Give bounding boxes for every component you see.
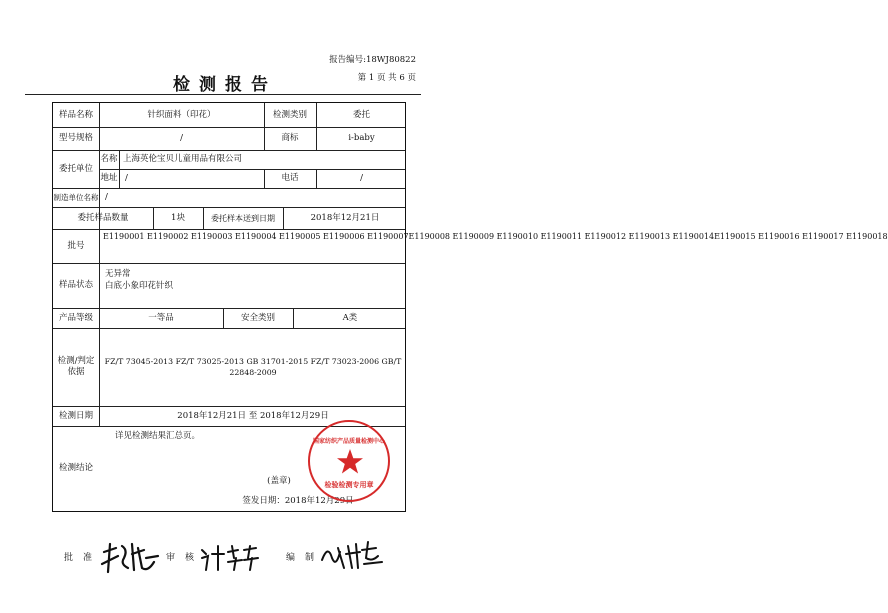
safety-value: A类 — [342, 312, 358, 323]
reviewer-signature-icon — [198, 542, 264, 574]
batch-list — [103, 229, 888, 266]
test-type-value: 委托 — [352, 109, 370, 120]
official-stamp — [308, 420, 390, 502]
col-rule — [119, 150, 120, 188]
conclusion-label: 检测结论 — [58, 463, 93, 473]
test-date-value: 2018年12月21日 至 2018年12月29日 — [177, 410, 329, 421]
sample-qty-value: 1块 — [171, 212, 185, 223]
batch-line: E1190008 E1190009 E1190010 E1190011 E1190012 E1190013 E1190014 — [408, 232, 715, 241]
client-name-label: 名称 — [100, 154, 118, 164]
model-label: 型号规格 — [58, 133, 93, 143]
stamp-bottom-text: 检验检测专用章 — [324, 480, 374, 489]
approve-label: 批准 — [64, 553, 103, 563]
sample-qty-label: 委托样品数量 — [77, 212, 129, 223]
seal-note: (盖章) — [267, 475, 291, 486]
basis-label: 检测/判定依据 — [57, 356, 95, 377]
report-title: 检测报告 — [173, 75, 277, 95]
report-number: 报告编号:18WJ80822 — [329, 55, 416, 65]
test-date-label: 检测日期 — [58, 410, 93, 421]
phone-value: / — [360, 173, 363, 183]
state-label: 样品状态 — [58, 280, 93, 290]
manufacturer-label: 制造单位名称 — [53, 193, 99, 202]
safety-label: 安全类别 — [240, 312, 275, 323]
batch-label: 批号 — [67, 240, 85, 251]
client-address-label: 地址 — [100, 173, 118, 183]
batch-line: E1190001 E1190002 E1190003 E1190004 E1190005 E1190006 E1190007 — [103, 232, 409, 241]
client-name-value: 上海英伦宝贝儿童用品有限公司 — [123, 154, 243, 164]
conclusion-text: 详见检测结果汇总页。 — [115, 430, 201, 441]
issue-date: 签发日期：2018年12月29日 — [242, 495, 354, 506]
client-address-value: / — [125, 173, 128, 183]
stamp-top-text: 国家纺织产品质量检测中心 — [312, 438, 385, 445]
brand-label: 商标 — [281, 133, 299, 143]
edit-label: 编制 — [286, 553, 325, 563]
phone-label: 电话 — [281, 173, 299, 183]
editor-signature-icon — [318, 538, 390, 574]
review-label: 审核 — [166, 553, 205, 563]
manufacturer-value: / — [105, 192, 108, 202]
test-type-label: 检测类别 — [272, 109, 307, 120]
state-line-1: 无异常 — [105, 268, 131, 279]
page-indicator: 第 1 页 共 6 页 — [357, 73, 416, 83]
sample-name-label: 样品名称 — [58, 109, 93, 120]
grade-value: 一等品 — [148, 312, 174, 323]
basis-value: FZ/T 73045-2013 FZ/T 73025-2013 GB 31701-2015 FZ/T 73023-2006 GB/T 22848-2009 — [104, 357, 402, 377]
sent-date-label: 委托样本送到日期 — [211, 213, 275, 223]
sent-date-value: 2018年12月21日 — [310, 212, 380, 223]
header-divider — [25, 94, 421, 95]
grade-label: 产品等级 — [58, 312, 93, 323]
state-line-2: 白底小象印花针织 — [105, 280, 174, 291]
brand-value: i-baby — [348, 133, 375, 143]
model-value: / — [180, 133, 183, 143]
approver-signature-icon — [98, 538, 168, 576]
stamp-star-icon — [336, 448, 364, 476]
batch-line: E1190015 E1190016 E1190017 E1190018 — [714, 232, 888, 241]
sample-name-value: 针织面料（印花） — [147, 109, 216, 120]
client-label: 委托单位 — [58, 163, 93, 174]
signature-row — [0, 538, 450, 578]
